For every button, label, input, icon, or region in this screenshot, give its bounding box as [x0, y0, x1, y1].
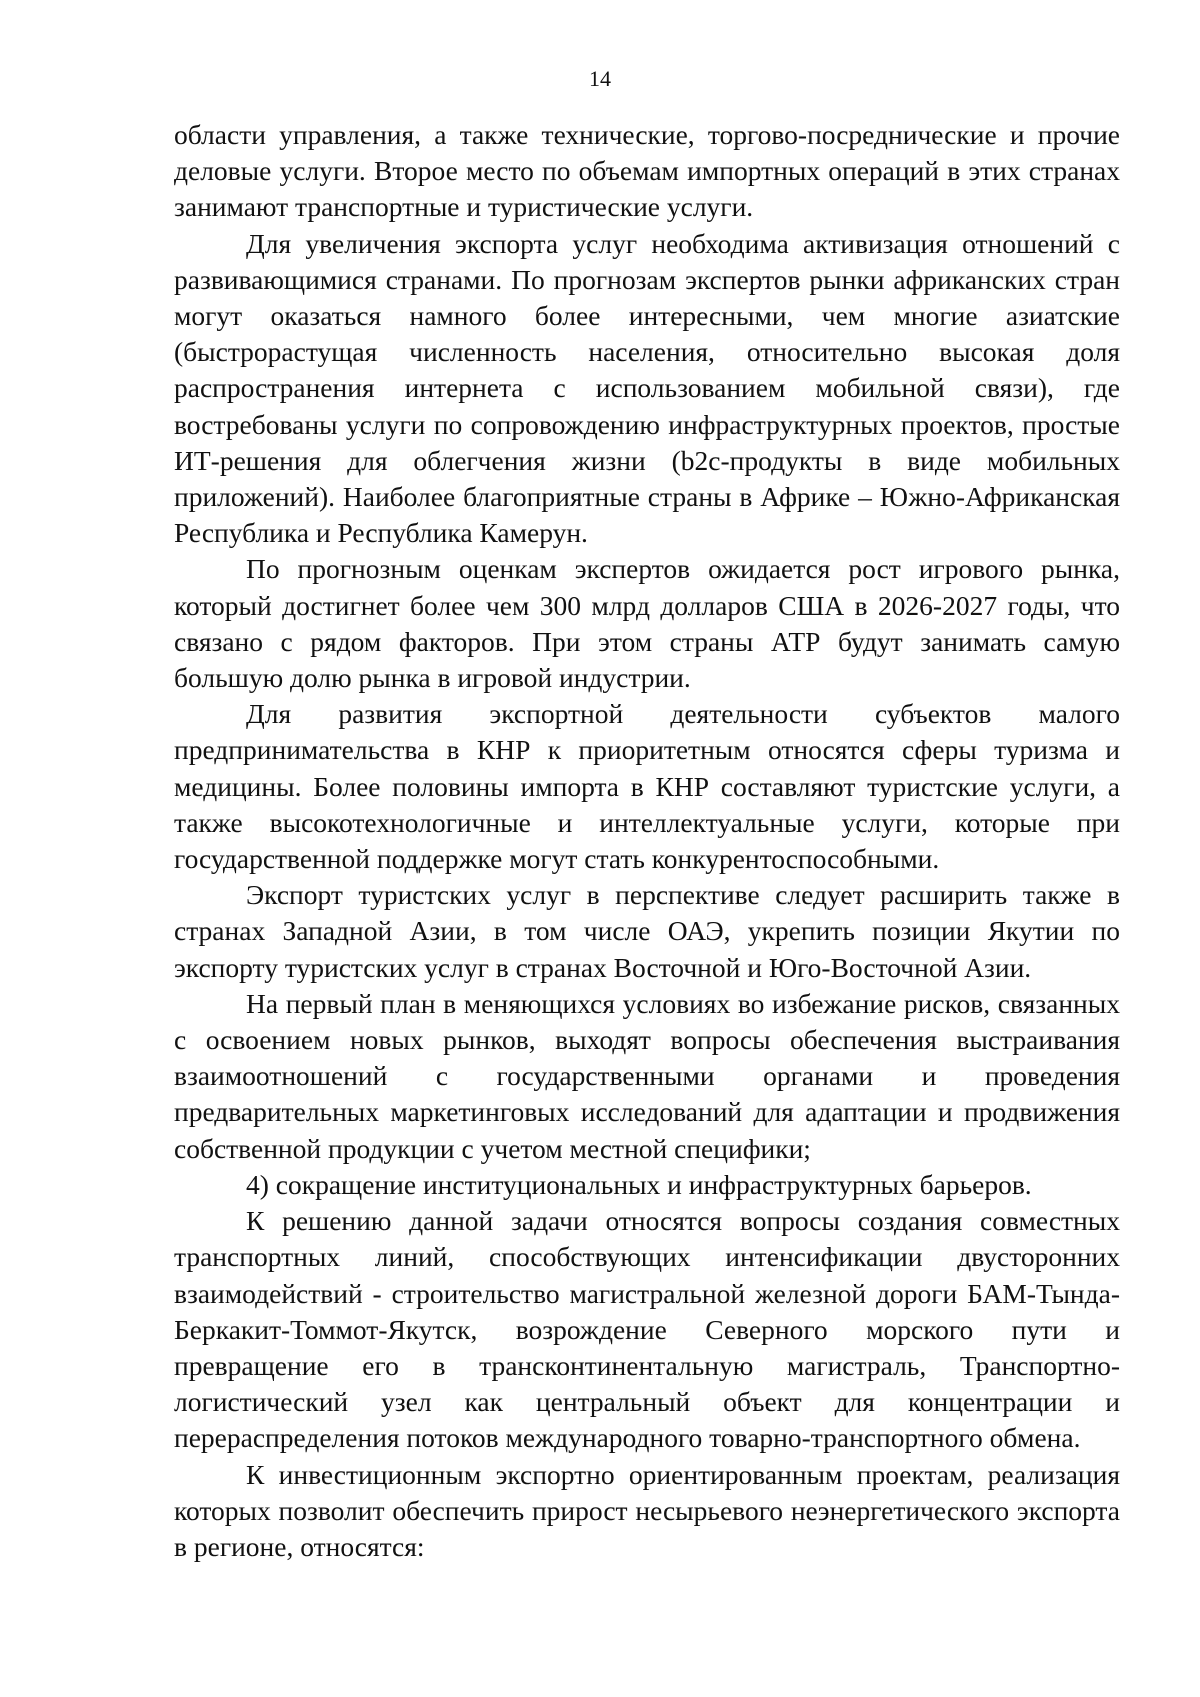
paragraph-new-markets-risks: На первый план в меняющихся условиях во избежание рисков, связанных с освоением новых рынков, выходят вопросы обеспечения выстраивания взаимоотношений с государственными органами и проведения предварительных маркетинговых исследований для адаптации и продвижения собственной продукции с учетом местной специфики;	[174, 987, 1120, 1164]
page-number: 14	[589, 66, 611, 91]
paragraph-tourism-export: Экспорт туристских услуг в перспективе следует расширить также в странах Западной Азии, в том числе ОАЭ, укрепить позиции Якутии по экспорту туристских услуг в странах Восточной и Юго-Восточной Азии.	[174, 879, 1120, 983]
list-item-barriers: 4) сокращение институциональных и инфраструктурных барьеров.	[246, 1168, 1032, 1200]
document-body	[174, 117, 1120, 1565]
paragraph-investment-projects: К инвестиционным экспортно ориентированным проектам, реализация которых позволит обеспечить прирост несырьевого неэнергетического экспорта в регионе, относятся:	[174, 1458, 1120, 1562]
paragraph-continuation: области управления, а также технические, торгово-посреднические и прочие деловые услуги. Второе место по объемам импортных операций в этих странах занимают транспортные и туристические услуги.	[174, 119, 1120, 223]
paragraph-services-export: Для увеличения экспорта услуг необходима активизация отношений с развивающимися странами. По прогнозам экспертов рынки африканских стран могут оказаться намного более интересными, чем многие азиатские (быстрорастущая численность населения, относительно высокая доля распространения интернета с использованием мобильной связи), где востребованы услуги по сопровождению инфраструктурных проектов, простые ИТ-решения для облегчения жизни (b2c-продукты в виде мобильных приложений). Наиболее благоприятные страны в Африке – Южно-Африканская Республика и Республика Камерун.	[174, 227, 1120, 549]
paragraph-china-smb: Для развития экспортной деятельности субъектов малого предпринимательства в КНР к приоритетным относятся сферы туризма и медицины. Более половины импорта в КНР составляют туристские услуги, а также высокотехнологичные и интеллектуальные услуги, которые при государственной поддержке могут стать конкурентоспособными.	[174, 698, 1120, 875]
paragraph-transport-lines: К решению данной задачи относятся вопросы создания совместных транспортных линий, способствующих интенсификации двусторонних взаимодействий - строительство магистральной железной дороги БАМ-Тында-Беркакит-Томмот-Якутск, возрождение Северного морского пути и превращение его в трансконтинентальную магистраль, Транспортно-логистический узел как центральный объект для концентрации и перераспределения потоков международного товарно-транспортного обмена.	[174, 1205, 1120, 1454]
paragraph-gaming-market: По прогнозным оценкам экспертов ожидается рост игрового рынка, который достигнет более чем 300 млрд долларов США в 2026-2027 годы, что связано с рядом факторов. При этом страны АТР будут занимать самую большую долю рынка в игровой индустрии.	[174, 553, 1120, 694]
